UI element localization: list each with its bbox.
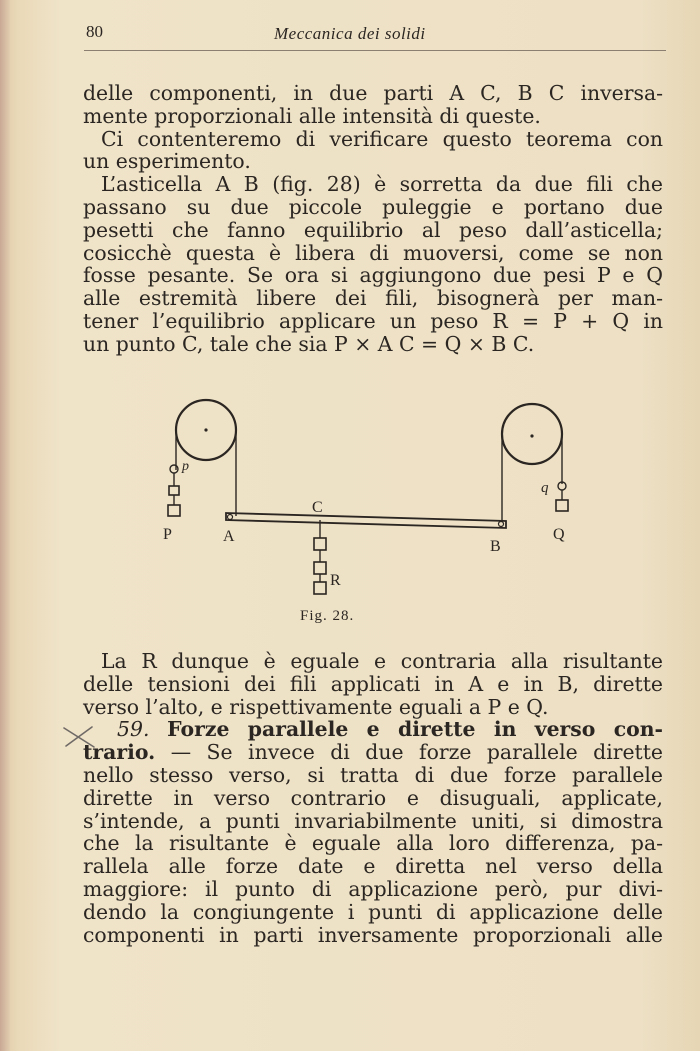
text-line: Ci contenteremo di verificare questo teorema con: [101, 126, 663, 151]
text-line: pesetti che fanno equilibrio al peso dall’asticella;: [83, 217, 663, 242]
pulley-diagram: [160, 392, 580, 602]
text-line: dendo la congiungente i punti di applicazione delle: [83, 899, 663, 924]
weight-q: [556, 500, 568, 511]
text-line: passano su due piccole puleggie e portano due: [83, 194, 663, 219]
text-line: alle estremità libere dei fili, bisognerà per man-: [83, 286, 663, 311]
text-line: mente proporzionali alle intensità di queste.: [83, 103, 541, 128]
text-line: un esperimento.: [83, 149, 251, 174]
text-line: un punto C, tale che sia P × A C = Q × B C.: [83, 331, 535, 356]
figure-caption: Fig. 28.: [300, 608, 355, 624]
text-line: delle componenti, in due parti A C, B C inversa-: [83, 81, 663, 105]
section-number: 59.: [117, 717, 150, 742]
text-line: maggiore: il punto di applicazione però, pur divi-: [83, 876, 663, 901]
label-c: C: [312, 499, 323, 516]
weight-r-3: [314, 582, 326, 594]
weight-p-small: [169, 486, 179, 495]
text-line: verso l’alto, e rispettivamente eguali a P e Q.: [83, 694, 549, 719]
section-heading-line: [83, 718, 663, 741]
weight-r-1: [314, 538, 326, 550]
text-line: s’intende, a punti invariabilmente uniti, si dimostra: [83, 808, 663, 833]
label-q: Q: [553, 526, 565, 543]
label-b: B: [490, 538, 501, 555]
text-line: rallela alle forze date e diretta nel verso della: [83, 854, 663, 879]
label-r: R: [330, 572, 341, 589]
weight-p: [168, 505, 180, 516]
page-edge: [0, 0, 10, 1051]
weight-r-2: [314, 562, 326, 574]
text-line: fosse pesante. Se ora si aggiungono due pesi P e Q: [83, 263, 663, 288]
text-fragment: — Se invece di due forze parallele dirette: [155, 740, 663, 765]
label-small-q: q: [541, 480, 549, 496]
text-line: che la risultante è eguale alla loro differenza, pa-: [83, 831, 663, 856]
text-line: [83, 741, 663, 764]
running-head: [84, 22, 666, 51]
text-line: componenti in parti inversamente proporzionali alle: [83, 922, 663, 947]
label-a: A: [223, 528, 235, 545]
section-title-end: trario.: [83, 740, 156, 765]
text-line: tener l’equilibrio applicare un peso R = P + Q in: [83, 308, 663, 333]
right-pulley: [502, 404, 562, 464]
running-title: Meccanica dei solidi: [274, 24, 426, 43]
label-small-p: p: [182, 459, 189, 474]
text-line: cosicchè questa è libera di muoversi, come se non: [83, 240, 663, 265]
label-p: P: [163, 526, 172, 543]
text-line: L’asticella A B (fig. 28) è sorretta da due fili che: [101, 172, 663, 197]
top-paragraphs: [83, 82, 663, 356]
text-line: La R dunque è eguale e contraria alla risultante: [101, 649, 663, 673]
text-line: delle tensioni dei fili applicati in A e in B, dirette: [83, 671, 663, 696]
section-title: Forze parallele e dirette in verso con-: [167, 717, 664, 742]
page-number: 80: [86, 22, 103, 41]
text-line: dirette in verso contrario e disuguali, applicate,: [83, 785, 663, 810]
bar-ab: [226, 513, 506, 528]
text-line: nello stesso verso, si tratta di due forze parallele: [83, 762, 663, 787]
bottom-paragraphs: [83, 650, 663, 946]
